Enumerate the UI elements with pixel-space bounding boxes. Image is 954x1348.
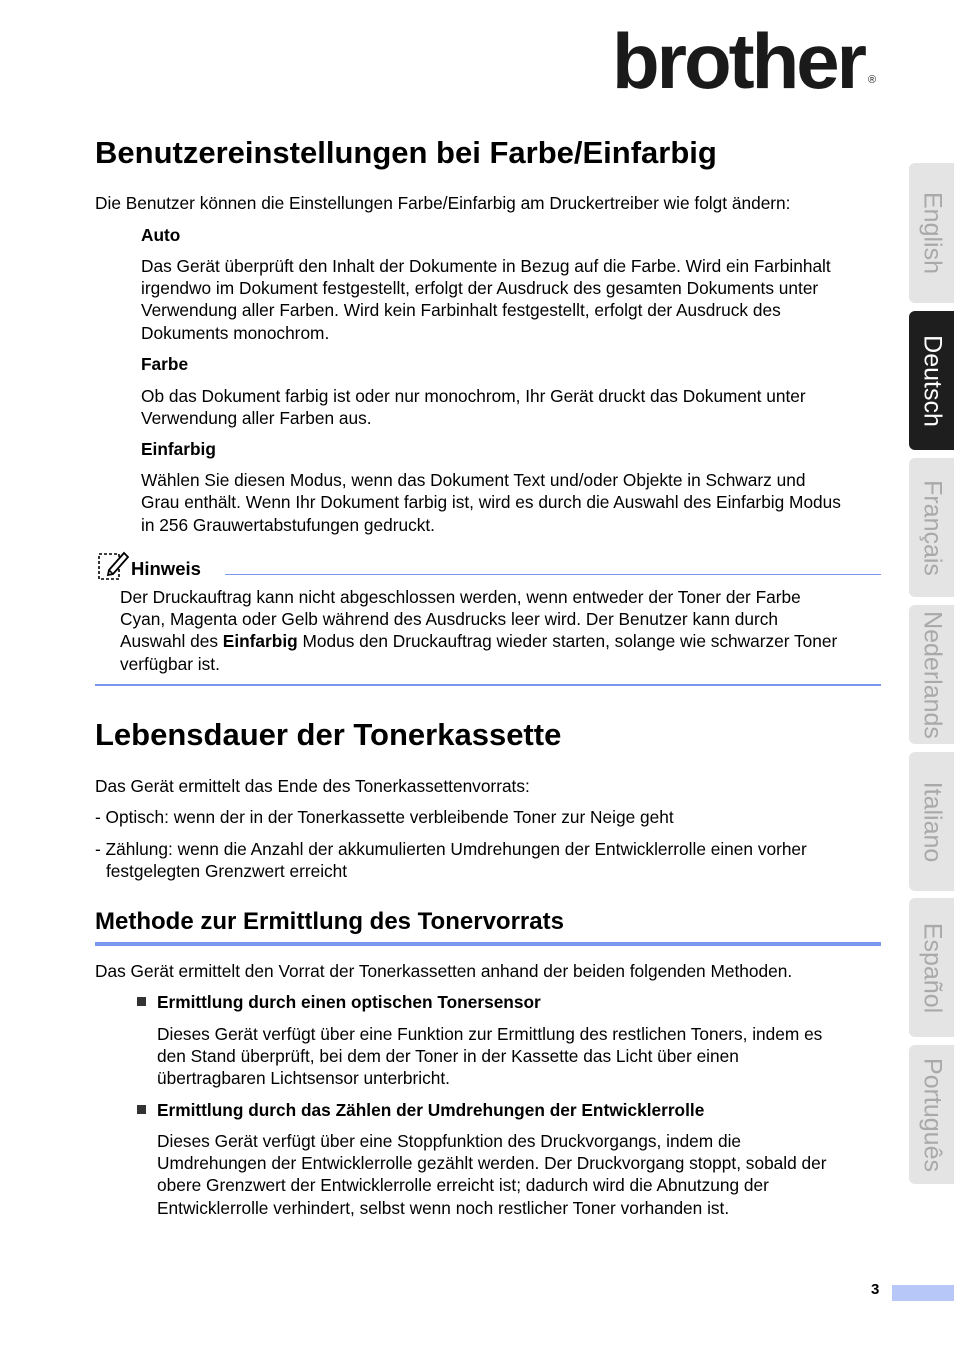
- subsection-title: Methode zur Ermittlung des Tonervorrats: [95, 908, 564, 935]
- page-number-bar: [892, 1285, 954, 1301]
- list-item: - Zählung: wenn die Anzahl der akkumulierten Umdrehungen der Entwicklerrolle einen vorher: [95, 839, 807, 859]
- option-desc-line: Verwendung aller Farben. Wird kein Farbinhalt festgestellt, erfolgt der Ausdruck des: [141, 300, 781, 320]
- option-term-auto: Auto: [141, 225, 181, 245]
- note-bottom-rule: [95, 684, 881, 686]
- language-tab-english[interactable]: English: [909, 163, 954, 303]
- method-heading: Ermittlung durch einen optischen Tonersensor: [157, 992, 541, 1012]
- method-text-line: den Stand überprüft, bei dem der Toner in der Kassette das Licht über einen: [157, 1046, 739, 1066]
- language-tab-deutsch[interactable]: Deutsch: [909, 311, 954, 450]
- section-intro: Das Gerät ermittelt den Vorrat der Tonerkassetten anhand der beiden folgenden Methoden.: [95, 961, 793, 981]
- method-text-line: Dieses Gerät verfügt über eine Funktion zur Ermittlung des restlichen Toners, indem es: [157, 1024, 823, 1044]
- note-title: Hinweis: [131, 558, 201, 579]
- note-text-line: verfügbar ist.: [120, 654, 220, 674]
- section-title-color-settings: Benutzereinstellungen bei Farbe/Einfarbig: [95, 135, 717, 170]
- list-item: - Optisch: wenn der in der Tonerkassette verbleibende Toner zur Neige geht: [95, 807, 674, 827]
- list-item-continuation: festgelegten Grenzwert erreicht: [106, 861, 348, 881]
- method-text-line: übertragbaren Lichtsensor unterbricht.: [157, 1068, 450, 1088]
- bullet-square: [137, 1105, 146, 1114]
- method-text-line: Umdrehungen der Entwicklerrolle gezählt werden. Der Druckvorgang stoppt, sobald der: [157, 1153, 827, 1173]
- bullet-square: [137, 997, 146, 1006]
- option-desc-line: Verwendung aller Farben aus.: [141, 408, 372, 428]
- method-text-line: Dieses Gerät verfügt über eine Stoppfunktion des Druckvorgangs, indem die: [157, 1131, 742, 1151]
- note-text-line: Auswahl des Einfarbig Modus den Druckauftrag wieder starten, solange wie schwarzer Toner: [120, 631, 838, 651]
- registered-mark: ®: [868, 74, 877, 86]
- option-desc-line: Wählen Sie diesen Modus, wenn das Dokument Text und/oder Objekte in Schwarz und: [141, 470, 806, 490]
- subsection-rule: [95, 942, 881, 946]
- option-desc-line: irgendwo im Dokument festgestellt, erfolgt der Ausdruck des gesamten Dokuments unter: [141, 278, 819, 298]
- method-text-line: Entwicklerrolle verhindert, selbst wenn noch restlicher Toner vorhanden ist.: [157, 1198, 730, 1218]
- section-intro: Das Gerät ermittelt das Ende des Tonerkassettenvorrats:: [95, 776, 530, 796]
- language-tab-nederlands[interactable]: Nederlands: [909, 605, 954, 744]
- method-heading: Ermittlung durch das Zählen der Umdrehungen der Entwicklerrolle: [157, 1100, 705, 1120]
- section-title-toner-life: Lebensdauer der Tonerkassette: [95, 717, 562, 752]
- language-tab-espanol[interactable]: Español: [909, 898, 954, 1037]
- note-text-line: Cyan, Magenta oder Gelb während des Ausdrucks leer wird. Der Benutzer kann durch: [120, 609, 778, 629]
- option-desc-line: Grau enthält. Wenn Ihr Dokument farbig ist, wird es durch die Auswahl des Einfarbig Modus: [141, 492, 841, 512]
- note-pencil-icon: [97, 550, 129, 582]
- option-term-farbe: Farbe: [141, 354, 189, 374]
- option-desc-line: in 256 Grauwertabstufungen gedruckt.: [141, 515, 435, 535]
- language-tab-portugues[interactable]: Português: [909, 1045, 954, 1184]
- section-intro: Die Benutzer können die Einstellungen Farbe/Einfarbig am Druckertreiber wie folgt ändern:: [95, 193, 791, 213]
- page-number: 3: [871, 1281, 880, 1298]
- note-emphasis: Einfarbig: [222, 631, 298, 651]
- language-tab-francais[interactable]: Français: [909, 458, 954, 597]
- brother-logo: brother: [612, 17, 864, 105]
- option-desc-line: Das Gerät überprüft den Inhalt der Dokumente in Bezug auf die Farbe. Wird ein Farbinhalt: [141, 256, 831, 276]
- option-term-einfarbig: Einfarbig: [141, 439, 216, 459]
- note-top-rule: [225, 574, 881, 575]
- method-text-line: obere Grenzwert der Entwicklerrolle erreicht ist; dadurch wird die Abnutzung der: [157, 1175, 769, 1195]
- language-tab-italiano[interactable]: Italiano: [909, 752, 954, 891]
- option-desc-line: Dokuments monochrom.: [141, 323, 330, 343]
- option-desc-line: Ob das Dokument farbig ist oder nur monochrom, Ihr Gerät druckt das Dokument unter: [141, 386, 806, 406]
- note-text-line: Der Druckauftrag kann nicht abgeschlossen werden, wenn entweder der Toner der Farbe: [120, 587, 801, 607]
